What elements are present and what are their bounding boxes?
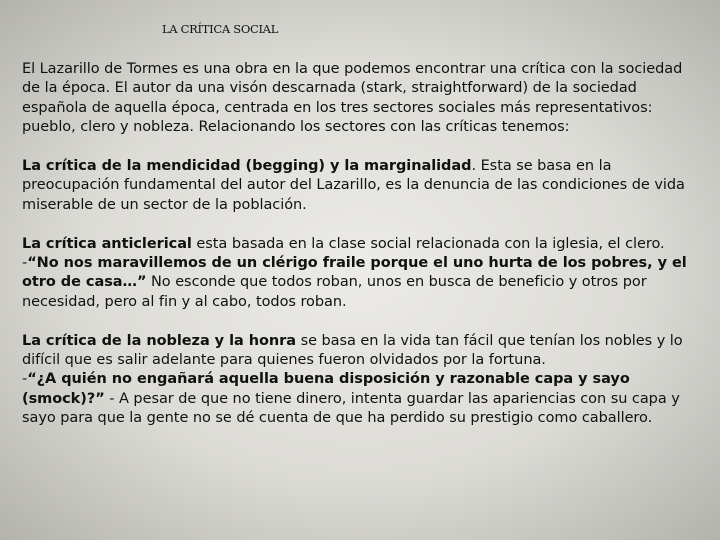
mendicidad-paragraph bbox=[22, 157, 698, 215]
anticlerical-quote: “No nos maravillemos de un clérigo fraile porque el uno hurta de los pobres, y el otro de casa…” bbox=[22, 255, 687, 291]
intro-paragraph: El Lazarillo de Tormes es una obra en la que podemos encontrar una crítica con la sociedad de la época. El autor da una visón descarnada (stark, straightforward) de la sociedad española de aquella época, centrada en los tres sectores sociales más representativos: pueblo, clero y nobleza. Relacionando los sectores con las críticas tenemos: bbox=[22, 61, 683, 136]
slide-body bbox=[22, 60, 698, 429]
slide-title: LA CRÍTICA SOCIAL bbox=[161, 22, 279, 36]
nobleza-paragraph bbox=[22, 332, 698, 371]
nobleza-quote-paragraph bbox=[22, 370, 698, 428]
nobleza-quote-prefix: - bbox=[22, 371, 28, 388]
anticlerical-text: esta basada en la clase social relacionada con la iglesia, el clero. - bbox=[22, 235, 665, 272]
nobleza-heading: La crítica de la nobleza y la honra bbox=[22, 332, 297, 349]
nobleza-text-2: - A pesar de que no tiene dinero, intenta guardar las apariencias con su capa y sayo para que la gente no se dé cuenta de que ha perdido su prestigio como caballero. bbox=[22, 390, 680, 427]
anticlerical-text-2: No esconde que todos roban, unos en busca de beneficio y otros por necesidad, pero al fin y al cabo, todos roban. bbox=[22, 274, 647, 310]
anticlerical-heading: La crítica anticlerical bbox=[22, 235, 192, 252]
nobleza-text: se basa en la vida tan fácil que tenían los nobles y lo difícil que es salir adelante para quienes fueron olvidados por la fortuna. bbox=[22, 332, 683, 369]
mendicidad-heading: La crítica de la mendicidad (begging) y la marginalidad bbox=[22, 158, 472, 175]
nobleza-quote: “¿A quién no engañará aquella buena disposición y razonable capa y sayo (smock)?” bbox=[22, 371, 630, 407]
mendicidad-text: . Esta se basa en la preocupación fundamental del autor del Lazarillo, es la denuncia de las condiciones de vida miserable de un sector de la población. bbox=[22, 158, 685, 213]
anticlerical-paragraph bbox=[22, 235, 698, 313]
